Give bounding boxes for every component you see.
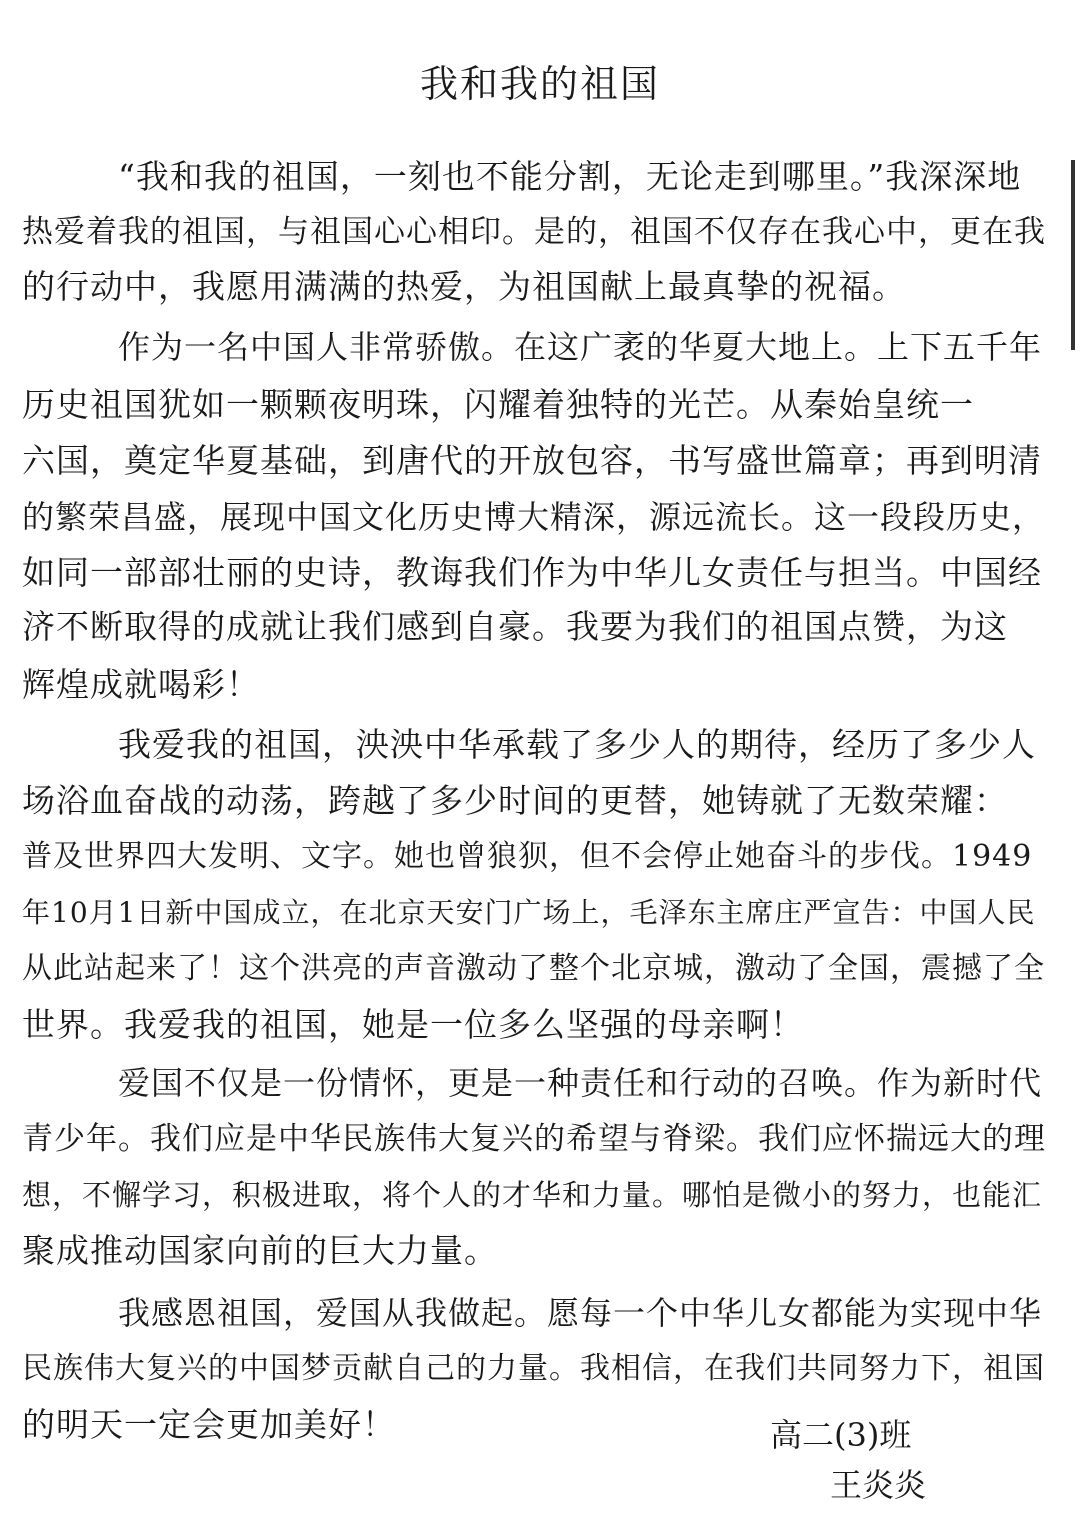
signature-class: 高二(3)班 xyxy=(770,1416,912,1454)
text-line: 世界。我爱我的祖国，她是一位多么坚强的母亲啊！ xyxy=(22,1005,804,1044)
text-line: 历史祖国犹如一颗颗夜明珠，闪耀着独特的光芒。从秦始皇统一 xyxy=(22,385,974,424)
text-line: 聚成推动国家向前的巨大力量。 xyxy=(22,1231,498,1270)
text-line: 的行动中，我愿用满满的热爱，为祖国献上最真挚的祝福。 xyxy=(22,267,906,306)
text-line: 作为一名中国人非常骄傲。在这广袤的华夏大地上。上下五千年 xyxy=(118,328,1043,366)
page-title: 我和我的祖国 xyxy=(419,62,660,106)
signature-author: 王炎炎 xyxy=(830,1466,927,1504)
text-line: 的明天一定会更加美好！ xyxy=(22,1405,396,1444)
text-line: 的繁荣昌盛，展现中国文化历史博大精深，源远流长。这一段段历史， xyxy=(22,498,1046,536)
text-line: 青少年。我们应是中华民族伟大复兴的希望与脊梁。我们应怀揣远大的理 xyxy=(22,1121,1046,1157)
text-line: “我和我的祖国，一刻也不能分割，无论走到哪里。”我深深地 xyxy=(118,157,1022,196)
text-line: 民族伟大复兴的中国梦贡献自己的力量。我相信，在我们共同努力下，祖国 xyxy=(22,1351,1045,1386)
text-line: 普及世界四大发明、文字。她也曾狼狈，但不会停止她奋斗的步伐。1949 xyxy=(22,839,1033,874)
text-line: 我爱我的祖国，泱泱中华承载了多少人的期待，经历了多少人 xyxy=(118,725,1036,764)
text-line: 从此站起来了！这个洪亮的声音激动了整个北京城，激动了全国，震撼了全 xyxy=(22,951,1045,986)
text-line: 场浴血奋战的动荡，跨越了多少时间的更替，她铸就了无数荣耀： xyxy=(22,781,1008,820)
text-line: 六国，奠定华夏基础，到唐代的开放包容，书写盛世篇章；再到明清 xyxy=(22,441,1042,480)
text-line: 我感恩祖国，爱国从我做起。愿每一个中华儿女都能为实现中华 xyxy=(118,1294,1043,1332)
scan-edge-line xyxy=(1071,160,1075,350)
text-line: 想，不懈学习，积极进取，将个人的才华和力量。哪怕是微小的努力，也能汇 xyxy=(22,1178,1043,1212)
text-line: 辉煌成就喝彩！ xyxy=(22,665,260,704)
text-line: 如同一部部壮丽的史诗，教诲我们作为中华儿女责任与担当。中国经 xyxy=(22,553,1042,592)
text-line: 热爱着我的祖国，与祖国心心相印。是的，祖国不仅存在我心中，更在我 xyxy=(22,214,1046,250)
text-line: 年10月1日新中国成立，在北京天安门广场上，毛泽东主席庄严宣告：中国人民 xyxy=(22,896,1036,929)
text-line: 济不断取得的成就让我们感到自豪。我要为我们的祖国点赞，为这 xyxy=(22,607,1008,646)
text-line: 爱国不仅是一份情怀，更是一种责任和行动的召唤。作为新时代 xyxy=(118,1064,1043,1102)
